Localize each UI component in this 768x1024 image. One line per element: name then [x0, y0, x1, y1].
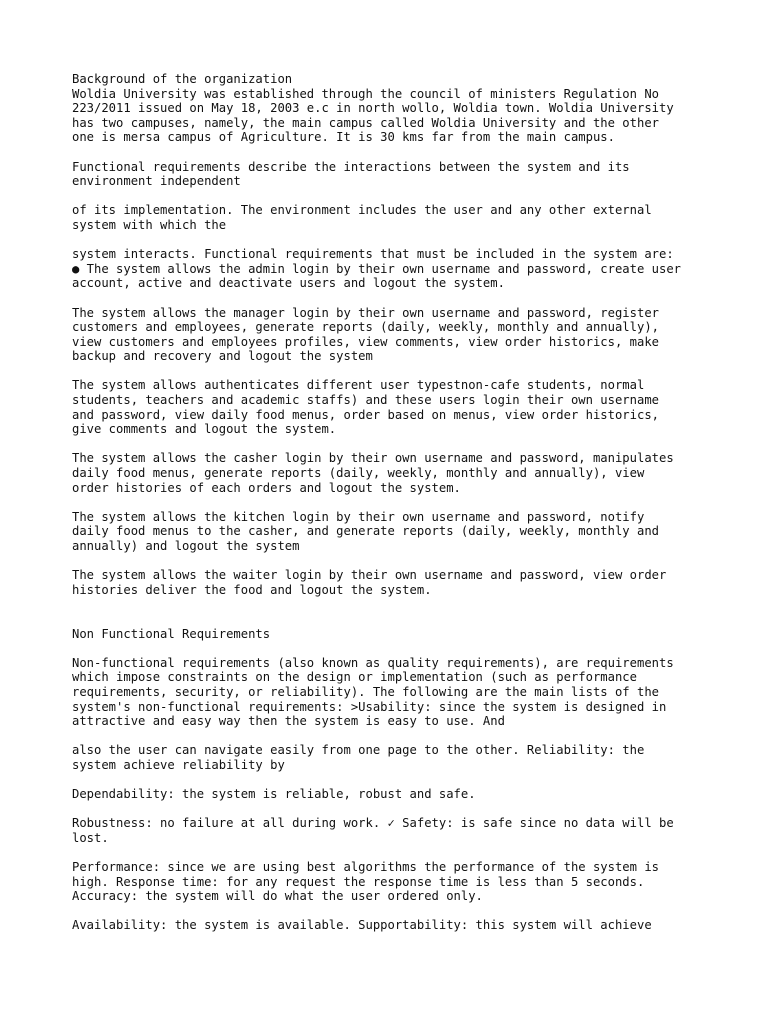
- paragraph-admin: system interacts. Functional requirements that must be included in the system are: ● The system allows the admin login by their own username and password, create user account, active and deactivate users and logout the system.: [72, 247, 682, 291]
- paragraph-non-functional-intro: Non-functional requirements (also known as quality requirements), are requirements which impose constraints on the design or implementation (such as performance requirements, security, or reliability). The following are the main lists of the system's non-functional requirements: >Usability: since the system is designed in attractive and easy way then the system is easy to use. And: [72, 655, 674, 729]
- paragraph-casher: The system allows the casher login by their own username and password, manipulates daily food menus, generate reports (daily, weekly, monthly and annually), view order histories of each orders and logout the system.: [72, 451, 674, 495]
- paragraph-background: Background of the organization Woldia University was established through the council of ministers Regulation No 223/2011 issued on May 18, 2003 e.c in north wollo, Woldia town. Woldia University has two campuses, namely, the main campus called Woldia University and the other one is mersa campus of Agriculture. It is 30 kms far from the main campus.: [72, 72, 674, 145]
- paragraph-availability: Availability: the system is available. Supportability: this system will achieve: [72, 918, 652, 933]
- section-gap: [72, 612, 712, 627]
- document-page: [72, 72, 712, 948]
- paragraph-robustness: Robustness: no failure at all during work. ✓ Safety: is safe since no data will be lost.: [72, 816, 674, 845]
- paragraph-functional-intro: Functional requirements describe the interactions between the system and its environment independent: [72, 159, 630, 189]
- paragraph-waiter: The system allows the waiter login by their own username and password, view order histories deliver the food and logout the system.: [72, 568, 667, 597]
- paragraph-dependability: Dependability: the system is reliable, robust and safe.: [72, 787, 476, 802]
- paragraph-manager: The system allows the manager login by their own username and password, register customers and employees, generate reports (daily, weekly, monthly and annually), view customers and employees profiles, view comments, view order historics, make backup and recovery and logout the system: [72, 305, 659, 364]
- paragraph-users: The system allows authenticates different user typestnon-cafe students, normal students, teachers and academic staffs) and these users login their own username and password, view daily food menus, order based on menus, view order historics, give comments and logout the system.: [72, 378, 659, 437]
- paragraph-kitchen: The system allows the kitchen login by their own username and password, notify daily food menus to the casher, and generate reports (daily, weekly, monthly and annually) and logout the system: [72, 509, 659, 553]
- paragraph-performance: Performance: since we are using best algorithms the performance of the system is high. Response time: for any request the response time is less than 5 seconds. Accuracy: the system will do what the user ordered only.: [72, 860, 659, 904]
- heading-non-functional: Non Functional Requirements: [72, 626, 271, 641]
- paragraph-navigation: also the user can navigate easily from one page to the other. Reliability: the system achieve reliability by: [72, 743, 645, 772]
- paragraph-implementation: of its implementation. The environment includes the user and any other external system with which the: [72, 203, 652, 232]
